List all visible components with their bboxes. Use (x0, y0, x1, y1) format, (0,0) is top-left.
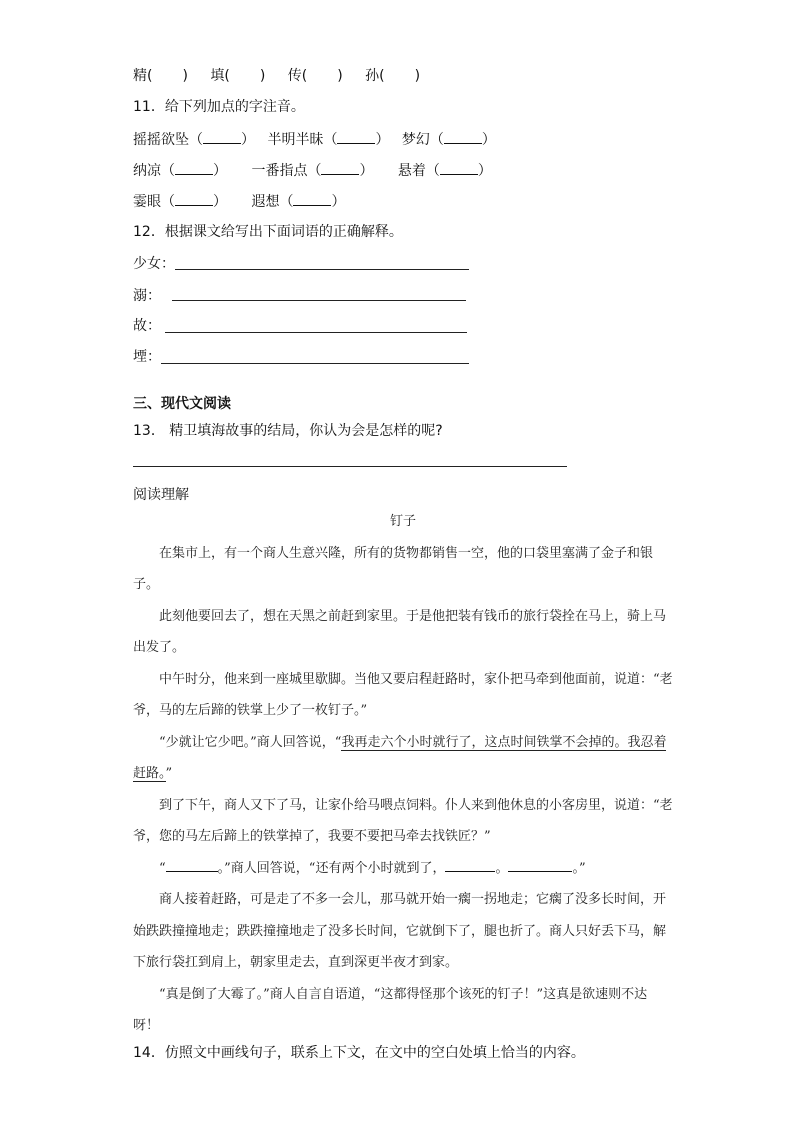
story-paragraph (133, 727, 673, 790)
pinyin-item: 半明半昧（ (267, 132, 338, 148)
q12-term-gu: 故： (133, 318, 161, 334)
answer-line[interactable] (165, 332, 467, 333)
paren-close: ） (241, 132, 255, 148)
story-text-segment: 。”商人回答说，“还有两个小时就到了， (217, 860, 446, 876)
story-title: 钉子 (389, 514, 416, 529)
story-paragraph: 到了下午，商人又下了马，让家仆给马喂点饲料。仆人来到他休息的小客房里，说道：“老爷，您的马左后蹄上的铁掌掉了，我要不要把马牵去找铁匠？” (133, 797, 673, 844)
pinyin-item: 霎眼（ (133, 194, 175, 210)
answer-blank[interactable] (337, 129, 375, 144)
paren-close: ） (477, 163, 492, 179)
paren-close: ) (259, 68, 266, 84)
q12-term-yin: 堙： (133, 349, 161, 365)
q12-term-shaonv: 少女： (133, 256, 175, 272)
story-paragraph: 中午时分，他来到一座城里歇脚。当他又要启程赶路时，家仆把马牵到他面前，说道：“老爷，马的左后蹄的铁掌上少了一枚钉子。” (133, 671, 673, 718)
answer-line[interactable] (161, 363, 469, 364)
paren-close: ） (213, 163, 227, 179)
pinyin-item: 悬着（ (397, 163, 440, 179)
paren-close: ） (481, 132, 496, 148)
answer-blank[interactable] (175, 191, 213, 206)
answer-blank[interactable] (293, 191, 331, 206)
top-item-zhuan: 传( (287, 68, 308, 84)
paren-close: ） (213, 194, 227, 210)
pinyin-item: 遐想（ (251, 194, 294, 210)
answer-line[interactable] (172, 300, 466, 301)
answer-line[interactable] (175, 269, 469, 270)
story-text-segment: “少就让它少吧。”商人回答说，“ (159, 734, 342, 750)
answer-blank[interactable] (321, 160, 359, 175)
q12-term-ni: 溺： (133, 288, 161, 304)
paren-close: ） (359, 163, 374, 179)
top-item-jing: 精( (133, 68, 153, 84)
underlined-sentence: 我再走六个小时就行了，这点时间铁掌不会掉的。我忍着赶路。 (133, 734, 667, 781)
paren-close: ) (337, 68, 343, 84)
answer-blank[interactable] (440, 160, 478, 175)
story-paragraph: 此刻他要回去了，想在天黑之前赶到家里。于是他把装有钱币的旅行袋拴在马上，骑上马出发了。 (133, 608, 667, 655)
paren-close: ) (182, 68, 188, 84)
story-text (133, 506, 673, 1042)
fill-blank[interactable] (445, 858, 495, 872)
pinyin-item: 一番指点（ (251, 163, 322, 179)
answer-blank[interactable] (203, 129, 241, 144)
story-paragraph: 商人接着赶路，可是走了不多一会儿，那马就开始一瘸一拐地走；它瘸了没多长时间，开始跌跌撞撞地走；跌跌撞撞地走了没多长时间，它就倒下了，腿也折了。商人只好丢下马，解下旅行袋扛到肩上，朝家里走去，直到深更半夜才到家。 (133, 892, 667, 970)
section-heading: 三、现代文阅读 (133, 396, 231, 412)
fill-blank[interactable] (508, 858, 572, 872)
paren-close: ) (414, 68, 421, 84)
story-paragraph: “真是倒了大霉了。”商人自言自语道，“这都得怪那个该死的钉子！”这真是欲速则不达呀！ (133, 986, 648, 1033)
paren-close: ） (331, 194, 346, 210)
reading-heading: 阅读理解 (133, 487, 189, 503)
story-paragraph (133, 853, 673, 885)
answer-blank[interactable] (175, 160, 213, 175)
pinyin-item: 纳凉（ (133, 163, 175, 179)
paren-close: ） (375, 132, 390, 148)
q14-label: 14．仿照文中画线句子，联系上下文，在文中的空白处填上恰当的内容。 (133, 1045, 585, 1061)
q13-label: 13． 精卫填海故事的结局，你认为会是怎样的呢? (133, 423, 443, 439)
pinyin-item: 摇摇欲坠（ (133, 132, 203, 148)
answer-blank[interactable] (444, 129, 482, 144)
q11-row3 (133, 191, 345, 212)
story-text-segment: 。 (495, 860, 509, 876)
top-item-tian: 填( (210, 68, 230, 84)
top-item-sun: 孙( (365, 68, 385, 84)
q12-label: 12．根据课文给写出下面词语的正确解释。 (133, 224, 403, 240)
top-row (133, 66, 420, 86)
story-text-segment: ” (165, 766, 173, 781)
q11-row2 (133, 160, 492, 181)
answer-line[interactable] (133, 466, 567, 467)
q11-row1 (133, 129, 496, 150)
pinyin-item: 梦幻（ (401, 132, 444, 148)
fill-blank[interactable] (166, 858, 218, 872)
q11-label: 11．给下列加点的字注音。 (133, 99, 305, 115)
story-text-segment: 。” (572, 860, 586, 876)
story-text-segment: “ (159, 860, 166, 876)
story-paragraph: 在集市上，有一个商人生意兴隆，所有的货物都销售一空，他的口袋里塞满了金子和银子。 (133, 545, 654, 592)
